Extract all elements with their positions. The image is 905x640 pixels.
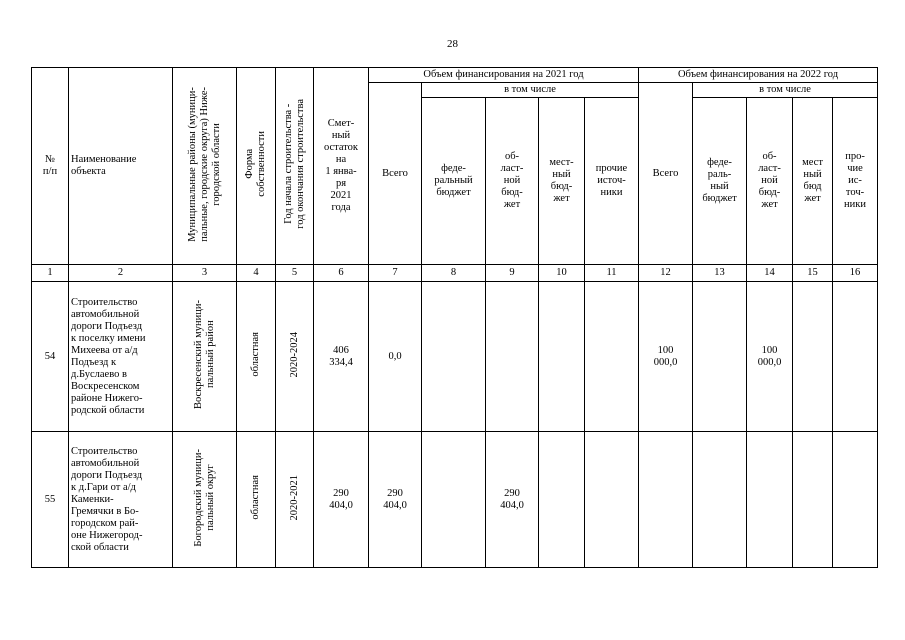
table-row bbox=[32, 282, 878, 432]
district-name: Богородский муници- пальный округ bbox=[173, 432, 237, 568]
header-ownership: Форма собственности bbox=[237, 68, 276, 265]
construction-years: 2020-2024 bbox=[276, 282, 314, 432]
header-local-2022: мест ный бюд жет bbox=[793, 98, 833, 265]
header-row-group bbox=[32, 68, 878, 83]
ownership-form: областная bbox=[237, 282, 276, 432]
regional-2022: 100 000,0 bbox=[747, 282, 793, 432]
column-number: 15 bbox=[793, 265, 833, 282]
header-districts: Муниципальные районы (муници- пальные, городские округа) Ниже- городской области bbox=[173, 68, 237, 265]
construction-years: 2020-2021 bbox=[276, 432, 314, 568]
district-name: Воскресенский муници- пальный район bbox=[173, 282, 237, 432]
federal-2022 bbox=[693, 282, 747, 432]
local-2022 bbox=[793, 432, 833, 568]
federal-2022 bbox=[693, 432, 747, 568]
column-number: 7 bbox=[369, 265, 422, 282]
regional-2021 bbox=[486, 282, 539, 432]
header-regional-2022: об- ласт- ной бюд- жет bbox=[747, 98, 793, 265]
column-number: 4 bbox=[237, 265, 276, 282]
object-name: Строительство автомобильной дороги Подъезд к поселку имени Михеева от а/д Подъезд к д.Буслаево в Воскресенском районе Нижего- родской области bbox=[69, 282, 173, 432]
federal-2021 bbox=[422, 282, 486, 432]
header-federal-2022: феде- раль- ный бюджет bbox=[693, 98, 747, 265]
federal-2021 bbox=[422, 432, 486, 568]
header-other-2021: прочие источ- ники bbox=[585, 98, 639, 265]
other-2021 bbox=[585, 282, 639, 432]
local-2021 bbox=[539, 432, 585, 568]
local-2021 bbox=[539, 282, 585, 432]
other-2021 bbox=[585, 432, 639, 568]
header-num: № п/п bbox=[32, 68, 69, 265]
regional-2022 bbox=[747, 432, 793, 568]
column-number: 16 bbox=[833, 265, 878, 282]
column-number: 9 bbox=[486, 265, 539, 282]
estimated-remainder: 290 404,0 bbox=[314, 432, 369, 568]
header-other-2022: про- чие ис- точ- ники bbox=[833, 98, 878, 265]
row-num: 54 bbox=[32, 282, 69, 432]
header-including-2022: в том числе bbox=[693, 83, 878, 98]
column-number: 1 bbox=[32, 265, 69, 282]
header-regional-2021: об- ласт- ной бюд- жет bbox=[486, 98, 539, 265]
header-years: Год начала строительства - год окончания строительства bbox=[276, 68, 314, 265]
object-name: Строительство автомобильной дороги Подъезд к д.Гари от а/д Каменки- Гремячки в Бо- городском рай- оне Нижегород- ской области bbox=[69, 432, 173, 568]
header-federal-2021: феде- ральный бюджет bbox=[422, 98, 486, 265]
other-2022 bbox=[833, 432, 878, 568]
funding-table bbox=[31, 67, 878, 568]
header-funding-2022: Объем финансирования на 2022 год bbox=[639, 68, 878, 83]
column-number: 14 bbox=[747, 265, 793, 282]
total-2022: 100 000,0 bbox=[639, 282, 693, 432]
header-name: Наименование объекта bbox=[69, 68, 173, 265]
header-funding-2021: Объем финансирования на 2021 год bbox=[369, 68, 639, 83]
column-number: 12 bbox=[639, 265, 693, 282]
column-number: 8 bbox=[422, 265, 486, 282]
local-2022 bbox=[793, 282, 833, 432]
column-number: 5 bbox=[276, 265, 314, 282]
column-number-row bbox=[32, 265, 878, 282]
total-2021: 290 404,0 bbox=[369, 432, 422, 568]
ownership-form: областная bbox=[237, 432, 276, 568]
header-total-2022: Всего bbox=[639, 83, 693, 265]
row-num: 55 bbox=[32, 432, 69, 568]
header-total-2021: Всего bbox=[369, 83, 422, 265]
column-number: 13 bbox=[693, 265, 747, 282]
regional-2021: 290 404,0 bbox=[486, 432, 539, 568]
page-number: 28 bbox=[447, 38, 458, 50]
other-2022 bbox=[833, 282, 878, 432]
header-local-2021: мест- ный бюд- жет bbox=[539, 98, 585, 265]
header-including-2021: в том числе bbox=[422, 83, 639, 98]
header-remainder: Смет- ный остаток на 1 янва- ря 2021 года bbox=[314, 68, 369, 265]
column-number: 6 bbox=[314, 265, 369, 282]
estimated-remainder: 406 334,4 bbox=[314, 282, 369, 432]
total-2022 bbox=[639, 432, 693, 568]
column-number: 2 bbox=[69, 265, 173, 282]
total-2021: 0,0 bbox=[369, 282, 422, 432]
column-number: 3 bbox=[173, 265, 237, 282]
column-number: 11 bbox=[585, 265, 639, 282]
table-row bbox=[32, 432, 878, 568]
column-number: 10 bbox=[539, 265, 585, 282]
